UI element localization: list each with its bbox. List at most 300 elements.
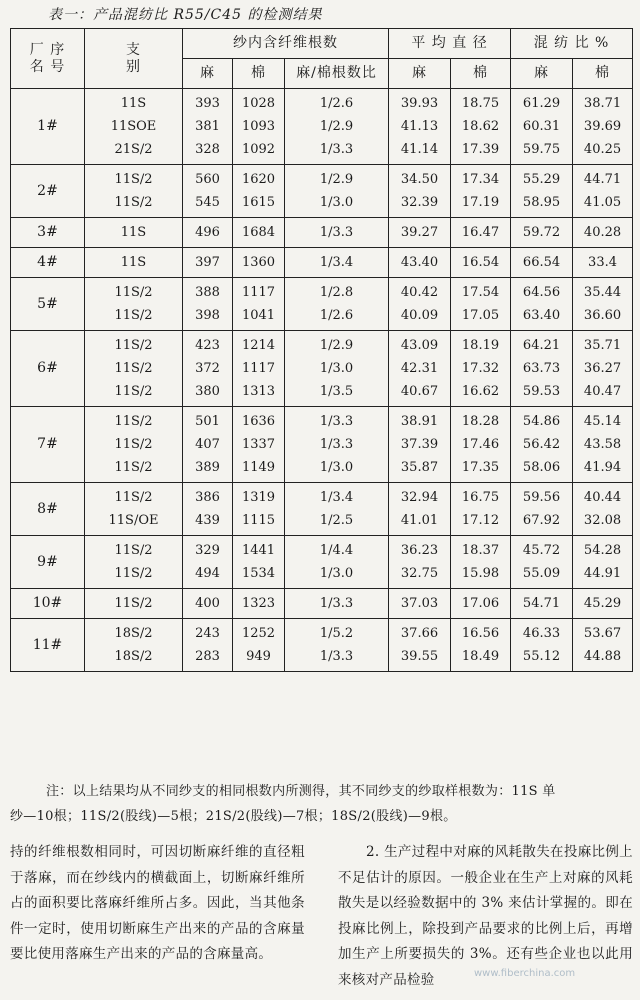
cell-cotton xyxy=(233,248,285,278)
cell-value: 40.09 xyxy=(400,308,439,323)
cell-value: 1041 xyxy=(241,308,276,323)
cell-value: 45.29 xyxy=(583,596,622,611)
cell-value: 1360 xyxy=(241,255,276,270)
cell-value: 11S/2 xyxy=(114,437,153,452)
cell-value: 45.14 xyxy=(583,414,622,429)
cell-b-flax xyxy=(511,536,573,589)
cell-cotton xyxy=(233,619,285,672)
cell-value: 40.44 xyxy=(583,490,622,505)
cell-value: 53.67 xyxy=(583,626,622,641)
cell-cotton xyxy=(233,483,285,536)
header-cotton-diameter: 棉 xyxy=(451,59,511,89)
cell-value: 37.03 xyxy=(400,596,439,611)
cell-value: 17.19 xyxy=(461,195,500,210)
cell-value: 39.93 xyxy=(400,96,439,111)
cell-value: 36.60 xyxy=(583,308,622,323)
cell-d-cotton xyxy=(451,619,511,672)
cell-value: 1214 xyxy=(241,338,276,353)
cell-d-cotton xyxy=(451,89,511,165)
cell-value: 41.05 xyxy=(583,195,622,210)
cell-value: 11SOE xyxy=(110,119,157,134)
table-row xyxy=(11,89,633,165)
cell-value: 40.67 xyxy=(400,384,439,399)
header-cotton-count: 棉 xyxy=(233,59,285,89)
cell-value: 1/3.3 xyxy=(319,414,354,429)
cell-value: 39.55 xyxy=(400,649,439,664)
cell-flax xyxy=(183,278,233,331)
cell-value: 56.42 xyxy=(522,437,561,452)
factory-id: 5# xyxy=(11,278,85,331)
cell-ratio xyxy=(285,218,389,248)
cell-value: 11S/2 xyxy=(114,414,153,429)
cell-value: 1684 xyxy=(241,225,276,240)
cell-value: 63.40 xyxy=(522,308,561,323)
cell-value: 329 xyxy=(195,543,220,558)
cell-value: 41.94 xyxy=(583,460,622,475)
table-row xyxy=(11,536,633,589)
cell-d-cotton xyxy=(451,278,511,331)
cell-value: 17.34 xyxy=(461,172,500,187)
table-caption: 表一：产品混纺比 R55/C45 的检测结果 xyxy=(48,7,323,23)
cell-ratio xyxy=(285,89,389,165)
header-ratio: 麻/棉根数比 xyxy=(285,59,389,89)
cell-value: 17.46 xyxy=(461,437,500,452)
cell-flax xyxy=(183,331,233,407)
cell-value: 55.09 xyxy=(522,566,561,581)
cell-value: 1636 xyxy=(241,414,276,429)
cell-value: 545 xyxy=(195,195,220,210)
header-diameter: 平 均 直 径 xyxy=(389,29,511,59)
table-row xyxy=(11,331,633,407)
cell-d-cotton xyxy=(451,536,511,589)
cell-value: 60.31 xyxy=(522,119,561,134)
cell-b-cotton xyxy=(573,536,633,589)
cell-value: 35.87 xyxy=(400,460,439,475)
cell-b-flax xyxy=(511,619,573,672)
cell-b-cotton xyxy=(573,248,633,278)
cell-value: 17.12 xyxy=(461,513,500,528)
cell-value: 1620 xyxy=(241,172,276,187)
table-row xyxy=(11,218,633,248)
cell-value: 1117 xyxy=(241,285,276,300)
cell-value: 17.54 xyxy=(461,285,500,300)
cell-b-cotton xyxy=(573,589,633,619)
cell-value: 398 xyxy=(195,308,220,323)
factory-id: 2# xyxy=(11,165,85,218)
factory-id: 4# xyxy=(11,248,85,278)
header-flax-blend: 麻 xyxy=(511,59,573,89)
cell-d-flax xyxy=(389,248,451,278)
cell-value: 380 xyxy=(195,384,220,399)
cell-value: 11S xyxy=(120,225,147,240)
cell-ratio xyxy=(285,278,389,331)
cell-count xyxy=(85,331,183,407)
cell-value: 439 xyxy=(195,513,220,528)
cell-value: 18S/2 xyxy=(114,649,153,664)
header-cotton-blend: 棉 xyxy=(573,59,633,89)
table-row xyxy=(11,619,633,672)
cell-flax xyxy=(183,165,233,218)
cell-ratio xyxy=(285,407,389,483)
cell-value: 41.13 xyxy=(400,119,439,134)
cell-b-cotton xyxy=(573,483,633,536)
table-row xyxy=(11,165,633,218)
header-flax-count: 麻 xyxy=(183,59,233,89)
cell-d-flax xyxy=(389,278,451,331)
cell-flax xyxy=(183,483,233,536)
cell-value: 11S/2 xyxy=(114,460,153,475)
cell-value: 44.91 xyxy=(583,566,622,581)
cell-ratio xyxy=(285,536,389,589)
cell-cotton xyxy=(233,407,285,483)
cell-value: 16.75 xyxy=(461,490,500,505)
cell-value: 16.54 xyxy=(461,255,500,270)
cell-value: 328 xyxy=(195,142,220,157)
cell-value: 21S/2 xyxy=(114,142,153,157)
table-row xyxy=(11,589,633,619)
cell-count xyxy=(85,536,183,589)
cell-value: 1/3.5 xyxy=(319,384,354,399)
cell-value: 11S/2 xyxy=(114,285,153,300)
cell-value: 496 xyxy=(195,225,220,240)
cell-ratio xyxy=(285,483,389,536)
cell-b-cotton xyxy=(573,619,633,672)
cell-value: 18.37 xyxy=(461,543,500,558)
cell-cotton xyxy=(233,536,285,589)
cell-value: 11S/2 xyxy=(114,195,153,210)
cell-value: 54.28 xyxy=(583,543,622,558)
cell-value: 41.01 xyxy=(400,513,439,528)
cell-count xyxy=(85,248,183,278)
cell-value: 32.08 xyxy=(583,513,622,528)
cell-d-cotton xyxy=(451,483,511,536)
factory-id: 11# xyxy=(11,619,85,672)
cell-cotton xyxy=(233,331,285,407)
cell-value: 35.71 xyxy=(583,338,622,353)
cell-count xyxy=(85,278,183,331)
cell-d-flax xyxy=(389,483,451,536)
cell-value: 11S/2 xyxy=(114,308,153,323)
cell-count xyxy=(85,165,183,218)
cell-value: 55.12 xyxy=(522,649,561,664)
cell-b-flax xyxy=(511,407,573,483)
cell-value: 11S/2 xyxy=(114,361,153,376)
cell-value: 59.72 xyxy=(522,225,561,240)
cell-value: 33.4 xyxy=(588,255,617,270)
cell-value: 61.29 xyxy=(522,96,561,111)
cell-d-flax xyxy=(389,619,451,672)
cell-count xyxy=(85,589,183,619)
cell-value: 54.86 xyxy=(522,414,561,429)
cell-cotton xyxy=(233,278,285,331)
body-text-right: 2. 生产过程中对麻的风耗散失在投麻比例上不足估计的原因。一般企业在生产上对麻的风耗散失是以经验数据中的 3% 来估计掌握的。即在投麻比例上，除投到产品要求的比例上后，再增加生产上所要损失的 3%。还有些企业也以此用来核对产品检验 xyxy=(338,844,633,988)
cell-value: 1/3.4 xyxy=(319,490,354,505)
cell-flax xyxy=(183,536,233,589)
cell-value: 41.14 xyxy=(400,142,439,157)
cell-value: 1/3.0 xyxy=(319,195,354,210)
cell-cotton xyxy=(233,165,285,218)
cell-d-flax xyxy=(389,218,451,248)
cell-value: 11S/2 xyxy=(114,543,153,558)
cell-value: 1/4.4 xyxy=(319,543,354,558)
cell-value: 423 xyxy=(195,338,220,353)
cell-b-flax xyxy=(511,483,573,536)
cell-b-cotton xyxy=(573,278,633,331)
cell-value: 1115 xyxy=(241,513,276,528)
factory-id: 3# xyxy=(11,218,85,248)
cell-b-cotton xyxy=(573,165,633,218)
cell-value: 17.35 xyxy=(461,460,500,475)
cell-value: 36.23 xyxy=(400,543,439,558)
cell-value: 1337 xyxy=(241,437,276,452)
cell-value: 17.32 xyxy=(461,361,500,376)
cell-b-flax xyxy=(511,278,573,331)
cell-ratio xyxy=(285,248,389,278)
cell-value: 32.94 xyxy=(400,490,439,505)
cell-value: 45.72 xyxy=(522,543,561,558)
cell-b-flax xyxy=(511,89,573,165)
cell-value: 1/2.8 xyxy=(319,285,354,300)
cell-b-cotton xyxy=(573,407,633,483)
cell-value: 59.75 xyxy=(522,142,561,157)
cell-value: 1615 xyxy=(241,195,276,210)
cell-value: 1441 xyxy=(241,543,276,558)
header-blend: 混 纺 比 % xyxy=(511,29,633,59)
cell-value: 1/3.0 xyxy=(319,460,354,475)
table-body xyxy=(11,89,633,672)
cell-value: 1/3.3 xyxy=(319,225,354,240)
cell-value: 372 xyxy=(195,361,220,376)
cell-count xyxy=(85,619,183,672)
cell-d-flax xyxy=(389,331,451,407)
cell-value: 11S/2 xyxy=(114,172,153,187)
cell-value: 16.62 xyxy=(461,384,500,399)
cell-value: 393 xyxy=(195,96,220,111)
cell-value: 1/2.5 xyxy=(319,513,354,528)
cell-value: 407 xyxy=(195,437,220,452)
cell-ratio xyxy=(285,331,389,407)
cell-value: 1323 xyxy=(241,596,276,611)
cell-value: 32.39 xyxy=(400,195,439,210)
header-count: 支 别 xyxy=(85,29,183,89)
factory-id: 7# xyxy=(11,407,85,483)
cell-value: 18.62 xyxy=(461,119,500,134)
cell-value: 389 xyxy=(195,460,220,475)
cell-value: 381 xyxy=(195,119,220,134)
cell-value: 18.49 xyxy=(461,649,500,664)
cell-flax xyxy=(183,89,233,165)
cell-value: 43.40 xyxy=(400,255,439,270)
cell-value: 11S/2 xyxy=(114,490,153,505)
cell-d-cotton xyxy=(451,218,511,248)
cell-value: 400 xyxy=(195,596,220,611)
cell-cotton xyxy=(233,218,285,248)
cell-value: 1313 xyxy=(241,384,276,399)
cell-value: 243 xyxy=(195,626,220,641)
cell-flax xyxy=(183,248,233,278)
cell-count xyxy=(85,218,183,248)
cell-value: 1/2.6 xyxy=(319,308,354,323)
cell-value: 40.47 xyxy=(583,384,622,399)
cell-value: 64.56 xyxy=(522,285,561,300)
cell-value: 1319 xyxy=(241,490,276,505)
cell-d-cotton xyxy=(451,331,511,407)
cell-value: 39.69 xyxy=(583,119,622,134)
header-flax-diameter: 麻 xyxy=(389,59,451,89)
cell-flax xyxy=(183,407,233,483)
cell-d-flax xyxy=(389,407,451,483)
cell-ratio xyxy=(285,589,389,619)
cell-value: 283 xyxy=(195,649,220,664)
cell-value: 560 xyxy=(195,172,220,187)
cell-value: 386 xyxy=(195,490,220,505)
cell-value: 11S/2 xyxy=(114,596,153,611)
cell-value: 43.58 xyxy=(583,437,622,452)
cell-value: 40.25 xyxy=(583,142,622,157)
cell-value: 16.47 xyxy=(461,225,500,240)
cell-value: 64.21 xyxy=(522,338,561,353)
cell-value: 11S xyxy=(120,96,147,111)
cell-value: 17.06 xyxy=(461,596,500,611)
cell-d-flax xyxy=(389,589,451,619)
cell-b-cotton xyxy=(573,218,633,248)
cell-value: 18.28 xyxy=(461,414,500,429)
cell-count xyxy=(85,483,183,536)
cell-d-cotton xyxy=(451,407,511,483)
body-text-left: 持的纤维根数相同时，可因切断麻纤维的直径粗于落麻，而在纱线内的横截面上，切断麻纤维所占的面积要比落麻纤维所占多。因此，当其他条件一定时，使用切断麻生产出来的产品的含麻量要比使用落麻生产出来的产品的含麻量高。 xyxy=(10,844,305,962)
cell-b-flax xyxy=(511,589,573,619)
cell-value: 63.73 xyxy=(522,361,561,376)
table-row xyxy=(11,483,633,536)
cell-value: 1/5.2 xyxy=(319,626,354,641)
cell-value: 11S/2 xyxy=(114,566,153,581)
cell-value: 1/2.9 xyxy=(319,172,354,187)
cell-count xyxy=(85,89,183,165)
watermark: www.fiberchina.com xyxy=(474,968,576,979)
cell-d-cotton xyxy=(451,248,511,278)
cell-value: 1534 xyxy=(241,566,276,581)
cell-value: 16.56 xyxy=(461,626,500,641)
cell-value: 1252 xyxy=(241,626,276,641)
cell-value: 11S xyxy=(120,255,147,270)
cell-value: 1093 xyxy=(241,119,276,134)
table-row xyxy=(11,278,633,331)
cell-value: 59.56 xyxy=(522,490,561,505)
cell-value: 949 xyxy=(246,649,271,664)
cell-value: 34.50 xyxy=(400,172,439,187)
cell-value: 1/3.3 xyxy=(319,437,354,452)
cell-value: 39.27 xyxy=(400,225,439,240)
cell-value: 1028 xyxy=(241,96,276,111)
cell-value: 18.75 xyxy=(461,96,500,111)
cell-d-cotton xyxy=(451,589,511,619)
cell-value: 1117 xyxy=(241,361,276,376)
cell-value: 1/3.3 xyxy=(319,596,354,611)
cell-value: 1/3.3 xyxy=(319,649,354,664)
cell-value: 43.09 xyxy=(400,338,439,353)
cell-b-flax xyxy=(511,248,573,278)
cell-value: 59.53 xyxy=(522,384,561,399)
cell-value: 37.39 xyxy=(400,437,439,452)
cell-value: 44.71 xyxy=(583,172,622,187)
cell-d-flax xyxy=(389,89,451,165)
cell-value: 1/3.0 xyxy=(319,361,354,376)
factory-id: 6# xyxy=(11,331,85,407)
cell-value: 66.54 xyxy=(522,255,561,270)
factory-id: 9# xyxy=(11,536,85,589)
cell-ratio xyxy=(285,165,389,218)
cell-d-cotton xyxy=(451,165,511,218)
cell-value: 11S/OE xyxy=(108,513,159,528)
cell-value: 501 xyxy=(195,414,220,429)
cell-value: 1/3.4 xyxy=(319,255,354,270)
header-fiber-count: 纱内含纤维根数 xyxy=(183,29,389,59)
cell-b-cotton xyxy=(573,89,633,165)
cell-value: 54.71 xyxy=(522,596,561,611)
cell-cotton xyxy=(233,89,285,165)
cell-flax xyxy=(183,589,233,619)
table-note: 注：以上结果均从不同纱支的相同根数内所测得，其不同纱支的纱取样根数为：11S 单 纱—10根；11S/2(股线)—5根；21S/2(股线)—7根；18S/2(股线)—9根。 xyxy=(10,784,556,824)
cell-d-flax xyxy=(389,536,451,589)
cell-value: 17.39 xyxy=(461,142,500,157)
table-row xyxy=(11,248,633,278)
cell-value: 388 xyxy=(195,285,220,300)
table-row xyxy=(11,407,633,483)
cell-value: 1/3.3 xyxy=(319,142,354,157)
cell-value: 18S/2 xyxy=(114,626,153,641)
cell-value: 18.19 xyxy=(461,338,500,353)
cell-value: 38.71 xyxy=(583,96,622,111)
cell-b-flax xyxy=(511,165,573,218)
cell-flax xyxy=(183,619,233,672)
cell-b-cotton xyxy=(573,331,633,407)
cell-value: 17.05 xyxy=(461,308,500,323)
cell-value: 15.98 xyxy=(461,566,500,581)
cell-value: 38.91 xyxy=(400,414,439,429)
cell-value: 36.27 xyxy=(583,361,622,376)
cell-value: 37.66 xyxy=(400,626,439,641)
cell-value: 58.95 xyxy=(522,195,561,210)
cell-value: 1/3.0 xyxy=(319,566,354,581)
cell-value: 40.28 xyxy=(583,225,622,240)
cell-value: 32.75 xyxy=(400,566,439,581)
cell-value: 44.88 xyxy=(583,649,622,664)
cell-value: 11S/2 xyxy=(114,338,153,353)
cell-value: 1/2.6 xyxy=(319,96,354,111)
cell-cotton xyxy=(233,589,285,619)
cell-value: 11S/2 xyxy=(114,384,153,399)
cell-count xyxy=(85,407,183,483)
cell-value: 46.33 xyxy=(522,626,561,641)
header-factory: 厂 序 名 号 xyxy=(11,29,85,89)
factory-id: 1# xyxy=(11,89,85,165)
cell-value: 40.42 xyxy=(400,285,439,300)
cell-value: 35.44 xyxy=(583,285,622,300)
cell-value: 67.92 xyxy=(522,513,561,528)
factory-id: 10# xyxy=(11,589,85,619)
cell-value: 42.31 xyxy=(400,361,439,376)
cell-b-flax xyxy=(511,218,573,248)
cell-value: 397 xyxy=(195,255,220,270)
cell-value: 494 xyxy=(195,566,220,581)
cell-d-flax xyxy=(389,165,451,218)
cell-value: 1/2.9 xyxy=(319,119,354,134)
cell-value: 58.06 xyxy=(522,460,561,475)
cell-flax xyxy=(183,218,233,248)
cell-ratio xyxy=(285,619,389,672)
blend-ratio-table xyxy=(10,28,633,672)
cell-b-flax xyxy=(511,331,573,407)
